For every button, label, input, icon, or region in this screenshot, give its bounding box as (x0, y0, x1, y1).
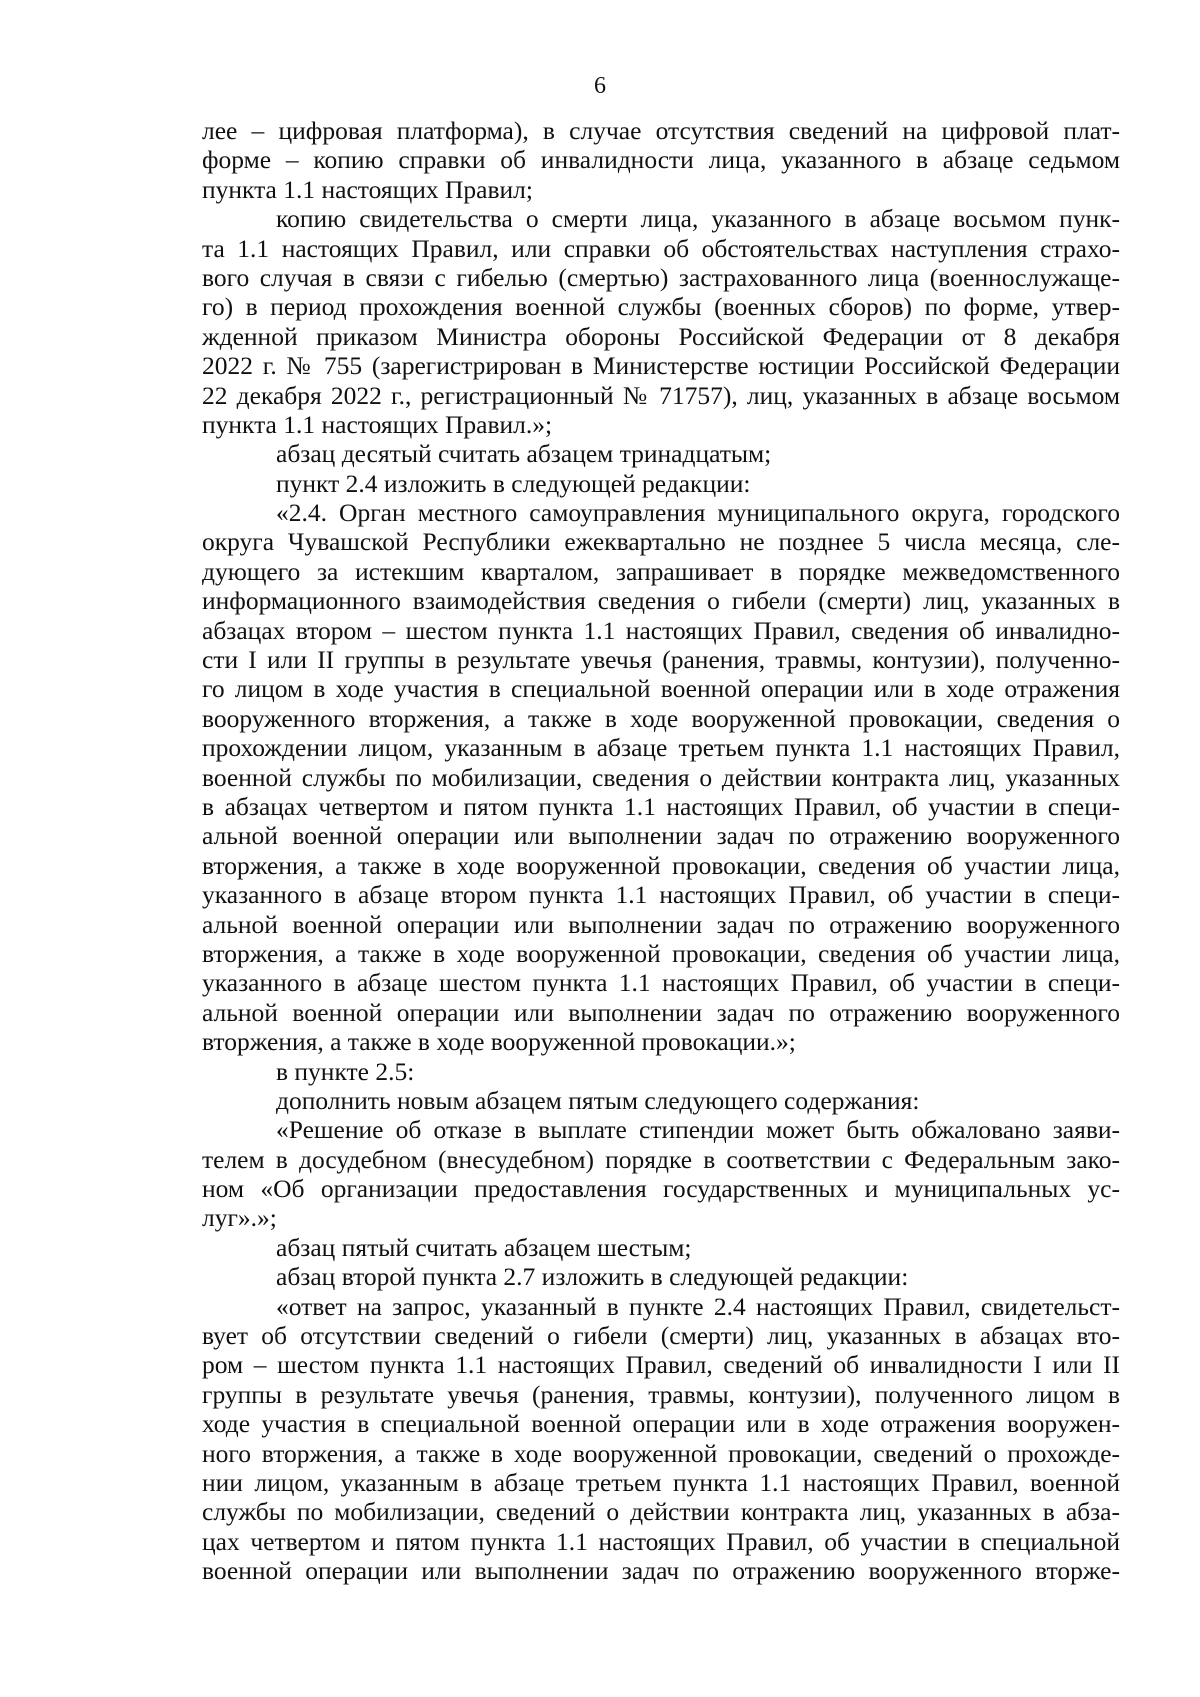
text-line: дующего за истекшим кварталом, запрашивает в порядке межведомственного (202, 556, 1120, 586)
text-line: го) в период прохождения военной службы (военных сборов) по форме, утвер- (202, 292, 1120, 322)
text-line: военной операции или выполнении задач по отражению вооруженного вторже- (202, 1556, 1120, 1586)
text-line: указанного в абзаце втором пункта 1.1 настоящих Правил, об участии в специ- (202, 880, 1120, 910)
text-line: военной службы по мобилизации, сведения о действии контракта лиц, указанных (202, 762, 1120, 792)
text-line: альной военной операции или выполнении задач по отражению вооруженного (202, 821, 1120, 851)
text-line: ром – шестом пункта 1.1 настоящих Правил, сведений об инвалидности I или II (202, 1350, 1120, 1380)
text-line: 2022 г. № 755 (зарегистрирован в Министерстве юстиции Российской Федерации (202, 351, 1120, 381)
text-line: «2.4. Орган местного самоуправления муниципального округа, городского (276, 498, 1120, 528)
text-line: в пункте 2.5: (276, 1056, 415, 1086)
text-line: луг».»; (202, 1203, 277, 1233)
text-line: вторжения, а также в ходе вооруженной провокации.»; (202, 1027, 796, 1057)
text-line: телем в досудебном (внесудебном) порядке в соответствии с Федеральным зако- (202, 1144, 1120, 1174)
text-line: та 1.1 настоящих Правил, или справки об обстоятельствах наступления страхо- (202, 233, 1120, 263)
page-number: 6 (594, 73, 606, 99)
text-line: вторжения, а также в ходе вооруженной провокации, сведения об участии лица, (202, 850, 1120, 880)
text-line: ном «Об организации предоставления государственных и муниципальных ус- (202, 1174, 1120, 1204)
text-line: службы по мобилизации, сведений о действии контракта лиц, указанных в абза- (202, 1497, 1120, 1527)
text-line: вторжения, а также в ходе вооруженной провокации, сведения об участии лица, (202, 938, 1120, 968)
text-line: «ответ на запрос, указанный в пункте 2.4 настоящих Правил, свидетельст- (276, 1291, 1120, 1321)
document-body (202, 116, 1120, 1586)
text-line: го лицом в ходе участия в специальной военной операции или в ходе отражения (202, 674, 1120, 704)
text-line: альной военной операции или выполнении задач по отражению вооруженного (202, 997, 1120, 1027)
text-line: сти I или II группы в результате увечья (ранения, травмы, контузии), полученно- (202, 645, 1120, 675)
text-line: ходе участия в специальной военной операции или в ходе отражения вооружен- (202, 1409, 1120, 1439)
text-line: прохождении лицом, указанным в абзаце третьем пункта 1.1 настоящих Правил, (202, 733, 1120, 763)
text-line: вооруженного вторжения, а также в ходе вооруженной провокации, сведения о (202, 703, 1120, 733)
text-line: группы в результате увечья (ранения, травмы, контузии), полученного лицом в (202, 1379, 1120, 1409)
text-line: 22 декабря 2022 г., регистрационный № 71757), лиц, указанных в абзаце восьмом (202, 380, 1120, 410)
text-line: пункта 1.1 настоящих Правил.»; (202, 409, 553, 439)
text-line: жденной приказом Министра обороны Российской Федерации от 8 декабря (202, 321, 1120, 351)
text-line: абзац пятый считать абзацем шестым; (276, 1232, 692, 1262)
text-line: в абзацах четвертом и пятом пункта 1.1 настоящих Правил, об участии в специ- (202, 791, 1120, 821)
text-line: копию свидетельства о смерти лица, указанного в абзаце восьмом пунк- (276, 204, 1120, 234)
text-line: пункта 1.1 настоящих Правил; (202, 174, 533, 204)
text-line: абзац десятый считать абзацем тринадцатым; (276, 439, 772, 469)
text-line: цах четвертом и пятом пункта 1.1 настоящих Правил, об участии в специальной (202, 1526, 1120, 1556)
text-line: лее – цифровая платформа), в случае отсутствия сведений на цифровой плат- (202, 116, 1120, 145)
text-line: ного вторжения, а также в ходе вооруженной провокации, сведений о прохожде- (202, 1438, 1120, 1468)
text-line: округа Чувашской Республики ежеквартально не позднее 5 числа месяца, сле- (202, 527, 1120, 557)
text-line: дополнить новым абзацем пятым следующего содержания: (276, 1085, 920, 1115)
text-line: абзац второй пункта 2.7 изложить в следующей редакции: (276, 1262, 909, 1292)
text-line: пункт 2.4 изложить в следующей редакции: (276, 468, 751, 498)
text-line: абзацах втором – шестом пункта 1.1 настоящих Правил, сведения об инвалидно- (202, 615, 1120, 645)
text-line: альной военной операции или выполнении задач по отражению вооруженного (202, 909, 1120, 939)
text-line: вого случая в связи с гибелью (смертью) застрахованного лица (военнослужаще- (202, 262, 1120, 292)
text-line: информационного взаимодействия сведения о гибели (смерти) лиц, указанных в (202, 586, 1120, 616)
text-line: указанного в абзаце шестом пункта 1.1 настоящих Правил, об участии в специ- (202, 968, 1120, 998)
text-line: форме – копию справки об инвалидности лица, указанного в абзаце седьмом (202, 145, 1120, 175)
text-line: «Решение об отказе в выплате стипендии может быть обжаловано заяви- (276, 1115, 1120, 1145)
text-line: вует об отсутствии сведений о гибели (смерти) лиц, указанных в абзацах вто- (202, 1321, 1120, 1351)
text-line: нии лицом, указанным в абзаце третьем пункта 1.1 настоящих Правил, военной (202, 1467, 1120, 1497)
